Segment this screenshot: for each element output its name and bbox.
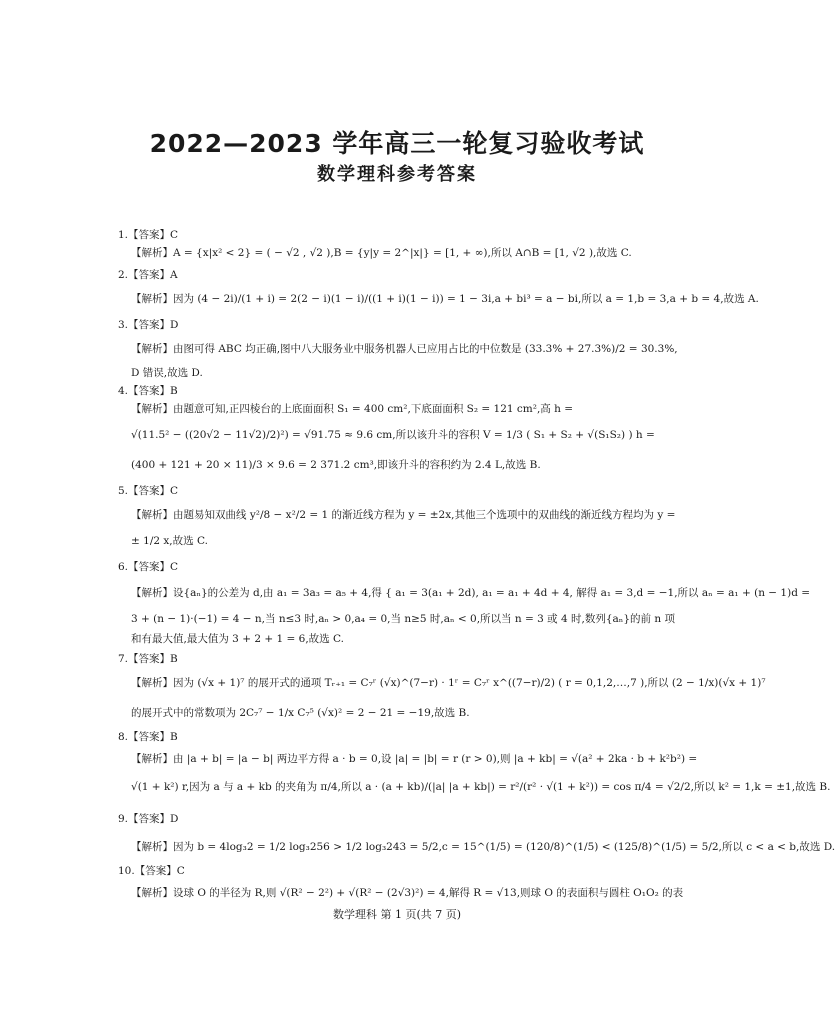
answer-10: 10.【答案】C bbox=[118, 865, 185, 877]
explanation-6-cont-2: 和有最大值,最大值为 3 + 2 + 1 = 6,故选 C. bbox=[131, 633, 344, 645]
explanation-7: 【解析】因为 (√x + 1)⁷ 的展开式的通项 Tᵣ₊₁ = C₇ʳ (√x)^(7−r) · 1ʳ = C₇ʳ x^((7−r)/2) ( r = 0,1,2,…,7 ),所以 (2 − 1/x)(√x + 1)⁷ bbox=[131, 677, 766, 689]
answer-5: 5.【答案】C bbox=[118, 485, 179, 497]
explanation-4: 【解析】由题意可知,正四棱台的上底面面积 S₁ = 400 cm²,下底面面积 S₂ = 121 cm²,高 h = bbox=[131, 403, 574, 415]
explanation-6: 【解析】设{aₙ}的公差为 d,由 a₁ = 3a₃ = a₅ + 4,得 { a₁ = 3(a₁ + 2d), a₁ = a₁ + 4d + 4, 解得 a₁ = 3,d = −1,所以 aₙ = a₁ + (n − 1)d = bbox=[131, 587, 811, 599]
explanation-9: 【解析】因为 b = 4log₃2 = 1/2 log₃256 > 1/2 log₃243 = 5/2,c = 15^(1/5) = (120/8)^(1/5) < (125/8)^(1/5) = 5/2,所以 c < a < b,故选 D. bbox=[131, 841, 835, 853]
explanation-8: 【解析】由 |a + b| = |a − b| 两边平方得 a · b = 0,设 |a| = |b| = r (r > 0),则 |a + kb| = √(a² + 2ka · b + k²b²) = bbox=[131, 753, 698, 765]
explanation-4-cont-2: (400 + 121 + 20 × 11)/3 × 9.6 = 2 371.2 cm³,即该升斗的容积约为 2.4 L,故选 B. bbox=[131, 459, 541, 471]
explanation-7-cont: 的展开式中的常数项为 2C₇⁷ − 1/x C₇⁵ (√x)² = 2 − 21 = −19,故选 B. bbox=[131, 707, 470, 719]
explanation-2: 【解析】因为 (4 − 2i)/(1 + i) = 2(2 − i)(1 − i)/((1 + i)(1 − i)) = 1 − 3i,a + bi³ = a − bi,所以 a = 1,b = 3,a + b = 4,故选 A. bbox=[131, 293, 759, 305]
answer-7: 7.【答案】B bbox=[118, 653, 178, 665]
answer-3: 3.【答案】D bbox=[118, 319, 179, 331]
answer-2: 2.【答案】A bbox=[118, 269, 178, 281]
explanation-10: 【解析】设球 O 的半径为 R,则 √(R² − 2²) + √(R² − (2√3)²) = 4,解得 R = √13,则球 O 的表面积与圆柱 O₁O₂ 的表 bbox=[131, 887, 684, 899]
answer-1: 1.【答案】C bbox=[118, 229, 179, 241]
explanation-3: 【解析】由图可得 ABC 均正确,图中八大服务业中服务机器人已应用占比的中位数是 (33.3% + 27.3%)/2 = 30.3%, bbox=[131, 343, 678, 355]
answer-8: 8.【答案】B bbox=[118, 731, 178, 743]
answer-4: 4.【答案】B bbox=[118, 385, 178, 397]
page-subtitle: 数学理科参考答案 bbox=[317, 164, 477, 185]
explanation-6-cont-1: 3 + (n − 1)·(−1) = 4 − n,当 n≤3 时,aₙ > 0,a₄ = 0,当 n≥5 时,aₙ < 0,所以当 n = 3 或 4 时,数列{aₙ}的前 n 项 bbox=[131, 613, 675, 625]
answer-6: 6.【答案】C bbox=[118, 561, 179, 573]
explanation-1: 【解析】A = {x|x² < 2} = ( − √2 , √2 ),B = {y|y = 2^|x|} = [1, + ∞),所以 A∩B = [1, √2 ),故选 C. bbox=[131, 247, 632, 259]
explanation-4-cont-1: √(11.5² − ((20√2 − 11√2)/2)²) = √91.75 ≈ 9.6 cm,所以该升斗的容积 V = 1/3 ( S₁ + S₂ + √(S₁S₂) ) h = bbox=[131, 429, 655, 441]
page-title: 2022—2023 学年高三一轮复习验收考试 bbox=[149, 129, 645, 158]
explanation-8-cont: √(1 + k²) r,因为 a 与 a + kb 的夹角为 π/4,所以 a · (a + kb)/(|a| |a + kb|) = r²/(r² · √(1 + k²)) = cos π/4 = √2/2,所以 k² = 1,k = ±1,故选 B. bbox=[131, 781, 831, 793]
explanation-3-cont: D 错误,故选 D. bbox=[131, 367, 203, 379]
page-footer: 数学理科 第 1 页(共 7 页) bbox=[332, 908, 462, 921]
explanation-5-cont: ± 1/2 x,故选 C. bbox=[131, 535, 208, 547]
explanation-5: 【解析】由题易知双曲线 y²/8 − x²/2 = 1 的渐近线方程为 y = ±2x,其他三个选项中的双曲线的渐近线方程均为 y = bbox=[131, 509, 676, 521]
answer-9: 9.【答案】D bbox=[118, 813, 179, 825]
